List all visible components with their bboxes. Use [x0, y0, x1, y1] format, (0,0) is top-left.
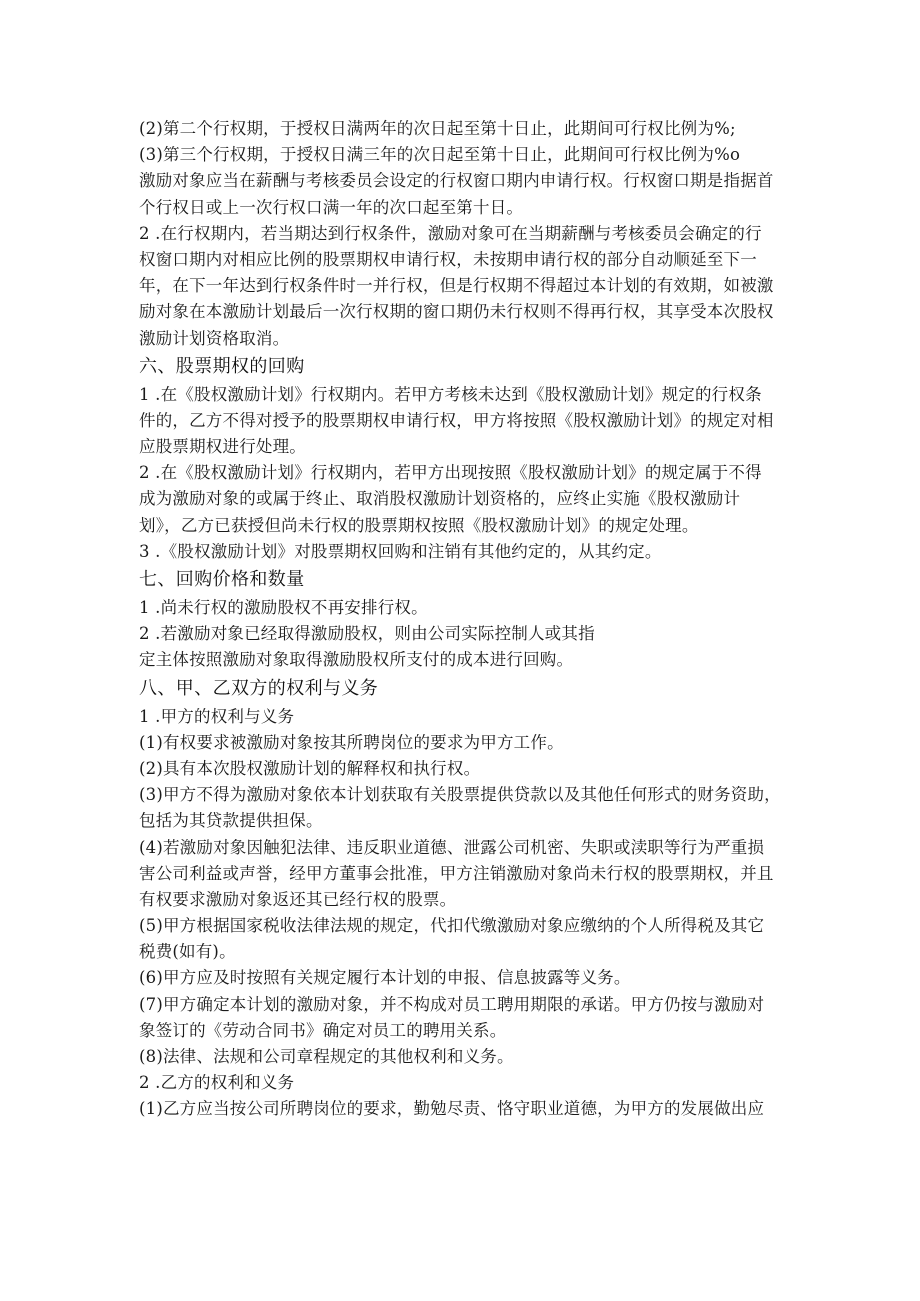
text-line: 象签订的《劳动合同书》确定对员工的聘用关系。	[139, 1020, 507, 1040]
text-line: 1 .甲方的权利与义务	[139, 706, 295, 726]
text-line: (3)第三个行权期，于授权日满三年的次日起至第十日止，此期间可行权比例为%o	[139, 145, 741, 165]
text-line: 年，在下一年达到行权条件时一并行权，但是行权期不得超过本计划的有效期，如被激	[139, 276, 774, 296]
text-line: (6)甲方应及时按照有关规定履行本计划的申报、信息披露等义务。	[139, 968, 631, 988]
text-line: 成为激励对象的或属于终止、取消股权激励计划资格的，应终止实施《股权激励计	[139, 489, 741, 509]
text-line: 权窗口期内对相应比例的股票期权申请行权，未按期申请行权的部分自动顺延至下一	[139, 249, 757, 269]
text-line: (8)法律、法规和公司章程规定的其他权利和义务。	[139, 1047, 514, 1066]
text-line: (2)具有本次股权激励计划的解释权和执行权。	[139, 758, 481, 778]
text-line: (3)甲方不得为激励对象依本计划获取有关股票提供贷款以及其他任何形式的财务资助，	[139, 785, 781, 805]
text-line: 2 .在行权期内，若当期达到行权条件，激励对象可在当期薪酬与考核委员会确定的行	[139, 223, 762, 243]
text-line: 2 .若激励对象已经取得激励股权，则由公司实际控制人或其指	[139, 624, 595, 644]
document-page	[139, 116, 799, 1123]
text-line: 划》，乙方已获授但尚未行权的股票期权按照《股权激励计划》的规定处理。	[139, 515, 699, 535]
text-line: 包括为其贷款提供担保。	[139, 811, 323, 831]
text-line: 3 .《股权激励计划》对股票期权回购和注销有其他约定的，从其约定。	[139, 541, 662, 561]
text-line: (1)有权要求被激励对象按其所聘岗位的要求为甲方工作。	[139, 732, 564, 752]
text-line: (4)若激励对象因触犯法律、违反职业道德、泄露公司机密、失职或渎职等行为严重损	[139, 837, 765, 857]
text-line: 激励对象应当在薪酬与考核委员会设定的行权窗口期内申请行权。行权窗口期是指据首	[139, 171, 774, 191]
section-heading-6: 六、股票期权的回购	[139, 355, 305, 377]
text-line: 1 .在《股权激励计划》行权期内。若甲方考核未达到《股权激励计划》规定的行权条	[139, 384, 762, 404]
text-line: 害公司利益或声誉，经甲方董事会批准，甲方注销激励对象尚未行权的股票期权，并且	[139, 863, 774, 883]
text-line: 件的，乙方不得对授予的股票期权申请行权，甲方将按照《股权激励计划》的规定对相	[139, 410, 774, 430]
section-heading-7: 七、回购价格和数量	[139, 569, 305, 590]
text-line: 2 .乙方的权利和义务	[139, 1073, 295, 1093]
text-line: 有权要求激励对象返还其已经行权的股票。	[139, 889, 457, 909]
text-line: (2)第二个行权期，于授权日满两年的次日起至第十日止，此期间可行权比例为%;	[139, 119, 736, 138]
text-line: 2 .在《股权激励计划》行权期内，若甲方出现按照《股权激励计划》的规定属于不得	[139, 463, 762, 483]
text-line: (5)甲方根据国家税收法律法规的规定，代扣代缴激励对象应缴纳的个人所得税及其它	[139, 916, 765, 936]
text-line: 1 .尚未行权的激励股权不再安排行权。	[139, 598, 428, 617]
text-line: 个行权日或上一次行权口满一年的次口起至第十日。	[139, 197, 524, 217]
text-line: 应股票期权进行处理。	[139, 437, 306, 457]
section-heading-8: 八、甲、乙双方的权利与义务	[139, 677, 379, 699]
text-line: (1)乙方应当按公司所聘岗位的要求，勤勉尽责、恪守职业道德，为甲方的发展做出应	[139, 1099, 765, 1119]
text-line: 税费(如有)。	[139, 942, 236, 962]
text-line: 励对象在本激励计划最后一次行权期的窗口期仍未行权则不得再行权，其享受本次股权	[139, 302, 774, 322]
text-line: (7)甲方确定本计划的激励对象，并不构成对员工聘用期限的承诺。甲方仍按与激励对	[139, 994, 765, 1014]
text-line: 激励计划资格取消。	[139, 328, 290, 348]
text-line: 定主体按照激励对象取得激励股权所支付的成本进行回购。	[139, 650, 574, 670]
